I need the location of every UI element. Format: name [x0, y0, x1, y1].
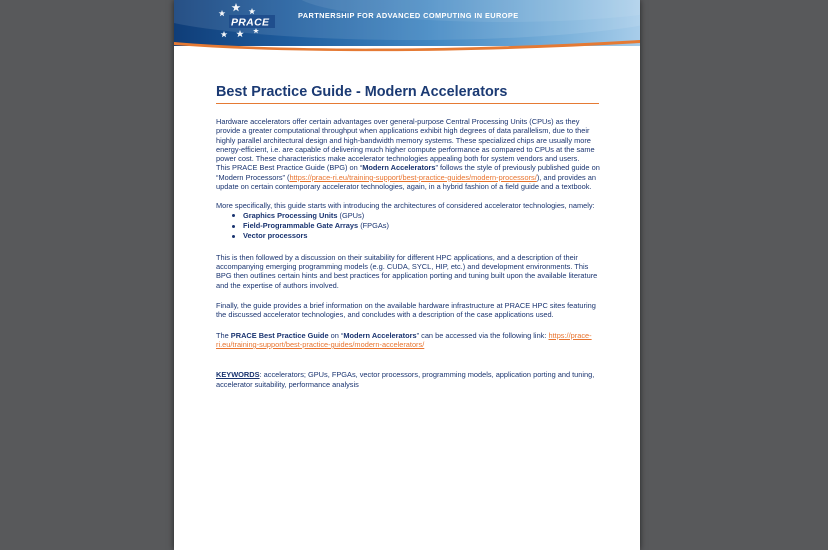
document-page[interactable] [174, 0, 640, 550]
svg-text:PRACE: PRACE [231, 16, 270, 29]
specific-intro-paragraph: More specifically, this guide starts with introducing the architectures of considered accelerator technologies, namely: [216, 201, 595, 211]
followed-paragraph: This is then followed by a discussion on their suitability for different HPC applications, and a description of their accompanying emerging programming models (e.g. CUDA, SYCL, HIP, etc.) and development environments. This BPG then outlines certain hints and best practices for application porting and tuning built upon the available literature and the expertise of authors involved. [216, 252, 598, 290]
document-content [216, 84, 600, 389]
accelerator-list [216, 211, 600, 242]
access-paragraph: The PRACE Best Practice Guide on “Modern Accelerators” can be accessed via the following link: https://prace-ri.eu/training-support/best-practice-guides/modern-accelerators/ [216, 330, 592, 349]
intro-paragraph: Hardware accelerators offer certain advantages over general-purpose Central Processing Units (CPUs) as they provide a greater computational throughput when applications exhibit high degrees of data parallelism, due to their highly parallel architectural design and high-bandwidth memory systems. These specialized chips are usually more energy-efficient, i.e. are capable of delivering much higher compute performance as compared to CPUs at the same power cost. These characteristics make accelerator technologies appealing both for system vendors and users. This PRACE Best Practice Guide (BPG) on “Modern Accelerators” follows the style of previously published guide on “Modern Processors” (https://prace-ri.eu/training-support/best-practice-guides/modern-processors/), and provides an update on certain contemporary accelerator technologies, again, in a hybrid fashion of a field guide and a textbook. [216, 117, 600, 192]
keywords-paragraph: KEYWORDS: accelerators; GPUs, FPGAs, vector processors, programming models, application porting and tuning, accelerator suitability, performance analysis [216, 370, 595, 389]
page-title: Best Practice Guide - Modern Accelerators [216, 84, 599, 104]
modern-accelerators-link[interactable]: https://prace-ri.eu/training-support/best-practice-guides/modern-accelerators/ [216, 330, 592, 349]
banner-tagline: PARTNERSHIP FOR ADVANCED COMPUTING IN EUROPE [298, 11, 519, 20]
keywords-label: KEYWORDS [216, 370, 260, 380]
modern-processors-link[interactable]: https://prace-ri.eu/training-support/best-practice-guides/modern-processors/ [289, 172, 537, 182]
orange-swoosh [174, 38, 640, 52]
list-item: Vector processors [232, 231, 600, 241]
finally-paragraph: Finally, the guide provides a brief information on the available hardware infrastructure at PRACE HPC sites featuring the discussed accelerator technologies, and concludes with a description of the case applications used. [216, 301, 596, 320]
list-item: Field-Programmable Gate Arrays (FPGAs) [232, 221, 600, 231]
list-item: Graphics Processing Units (GPUs) [232, 211, 600, 221]
